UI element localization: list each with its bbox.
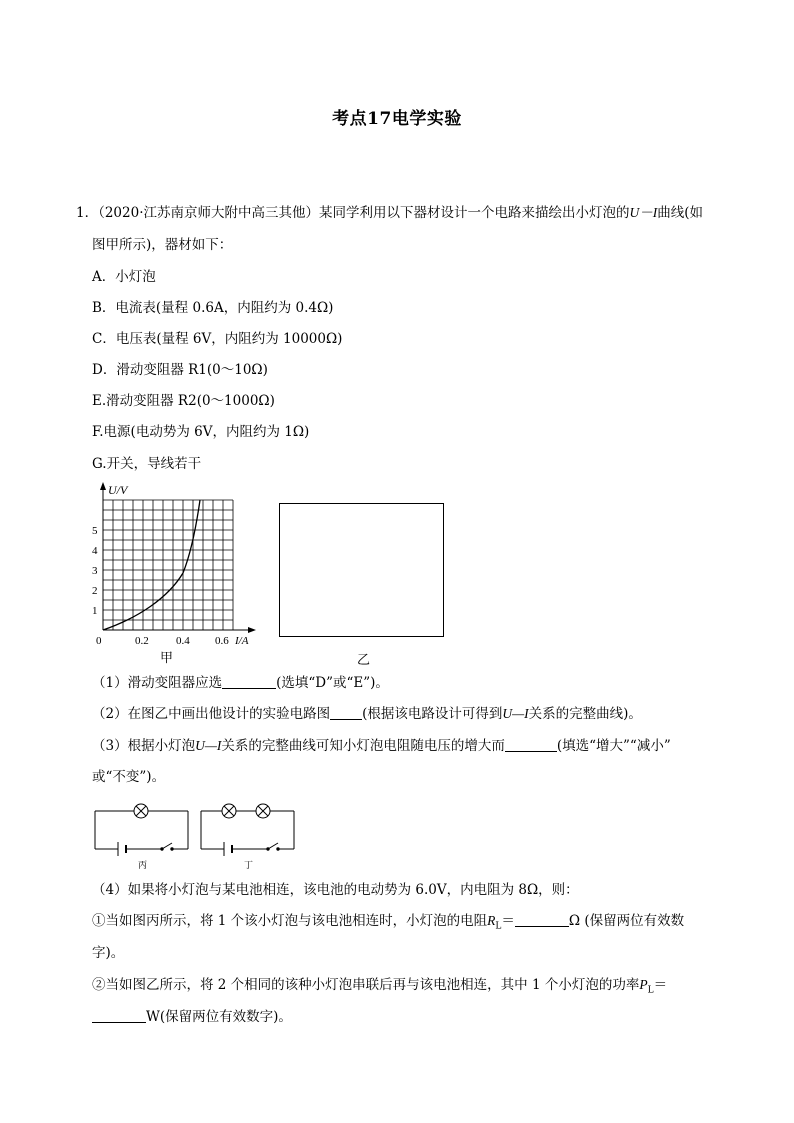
circuit-drawing-box [279, 503, 444, 637]
option-f: F.电源(电动势为 6V，内阻约为 1Ω) [92, 424, 310, 440]
sub3-ui-symbol: U—I [195, 738, 222, 753]
y-tick-label: 3 [92, 565, 98, 577]
sub3-text-mid: 关系的完整曲线可知小灯泡电阻随电压的增大而 [221, 738, 505, 754]
sub-question-4-2 [92, 975, 667, 1001]
sub-question-4-2-line2 [92, 1007, 292, 1027]
option-b: B．电流表(量程 0.6A，内阻约为 0.4Ω) [92, 300, 334, 316]
answer-blank-5[interactable] [92, 1008, 146, 1023]
question-source: （2020·江苏南京师大附中高三其他） [98, 205, 319, 221]
option-d: D．滑动变阻器 R1(0～10Ω) [92, 362, 268, 378]
sub4-2-text-end: W(保留两位有效数字)。 [146, 1009, 292, 1025]
question-stem-line2: 图甲所示)，器材如下： [92, 237, 233, 253]
ui-graph [88, 478, 268, 668]
x-tick-label: 0.4 [176, 635, 190, 647]
resistance-subscript: L [495, 921, 502, 932]
answer-blank-3[interactable] [505, 737, 557, 752]
equals-sign: ＝ [653, 977, 668, 993]
stem-ui-symbol: U－I [629, 205, 658, 220]
sub4-1-text-end: Ω (保留两位有效数 [568, 913, 685, 929]
answer-blank-4[interactable] [515, 912, 569, 927]
y-tick-label: 4 [92, 545, 98, 557]
option-g: G.开关，导线若干 [92, 456, 202, 472]
power-symbol: P [639, 977, 648, 992]
page-title: 考点17电学实验 [332, 109, 462, 129]
circuit-caption: 丙 [138, 861, 148, 871]
sub4-2-text: ②当如图乙所示，将 2 个相同的该种小灯泡串联后再与该电池相连，其中 1 个小灯泡的功率 [92, 977, 640, 993]
stem-text-end: 曲线(如 [657, 205, 704, 221]
x-tick-label: 0.2 [135, 635, 149, 647]
circuit-caption: 丁 [244, 861, 254, 871]
circuit-bing [92, 796, 192, 872]
stem-text: 某同学利用以下器材设计一个电路来描绘出小灯泡的 [319, 205, 630, 221]
sub-question-3-line2: 或“不变”)。 [92, 769, 166, 785]
sub2-text: （2）在图乙中画出他设计的实验电路图 [92, 706, 331, 722]
sub2-text-mid: (根据该电路设计可得到 [362, 706, 503, 722]
option-e: E.滑动变阻器 R2(0～1000Ω) [92, 393, 275, 409]
battery-icon [118, 842, 126, 856]
graph-grid [103, 500, 233, 630]
power-subscript: L [647, 985, 654, 996]
circuit-ding [198, 796, 298, 872]
y-tick-label: 1 [92, 605, 98, 617]
sub2-ui-symbol: U—I [502, 706, 529, 721]
sub4-1-text: ①当如图丙所示，将 1 个该小灯泡与该电池相连时，小灯泡的电阻 [92, 913, 488, 929]
question-number: 1． [76, 205, 99, 221]
lamp-icon [134, 804, 148, 818]
battery-icon [224, 842, 232, 856]
x-axis-label: I/A [235, 635, 249, 647]
switch-icon [161, 843, 173, 850]
graph-caption: 甲 [160, 651, 174, 666]
option-a: A．小灯泡 [92, 269, 156, 285]
sub3-text-end: (填选“增大”“减小” [556, 738, 671, 754]
answer-blank-2[interactable] [330, 705, 362, 720]
resistance-symbol: R [487, 913, 496, 928]
sub-question-1 [92, 673, 389, 693]
box-caption: 乙 [357, 653, 371, 668]
y-tick-label: 5 [92, 525, 98, 537]
sub3-text: （3）根据小灯泡 [92, 738, 196, 754]
equals-sign: ＝ [501, 913, 515, 929]
sub1-text-end: (选填“D”或“E”)。 [276, 675, 389, 691]
switch-icon [267, 843, 279, 850]
lamp-icon [222, 804, 236, 818]
graph-origin-label: 0 [96, 635, 102, 647]
sub2-text-end: 关系的完整曲线)。 [528, 706, 642, 722]
y-axis-label: U/V [108, 483, 128, 497]
sub-question-4-1-line2: 字)。 [92, 945, 125, 961]
sub-question-3 [92, 736, 671, 756]
sub-question-4-1 [92, 911, 684, 937]
x-axis-arrow-icon [248, 627, 256, 633]
sub1-text: （1）滑动变阻器应选 [92, 675, 223, 691]
sub-question-2 [92, 704, 642, 724]
ui-curve [103, 500, 200, 630]
x-tick-label: 0.6 [215, 635, 229, 647]
sub-question-4: （4）如果将小灯泡与某电池相连，该电池的电动势为 6.0V，内电阻为 8Ω，则： [92, 882, 579, 898]
option-c: C．电压表(量程 6V，内阻约为 10000Ω) [92, 331, 343, 347]
answer-blank-1[interactable] [222, 674, 276, 689]
y-axis-arrow-icon [100, 482, 106, 490]
lamp-icon [256, 804, 270, 818]
y-tick-label: 2 [92, 585, 98, 597]
question-stem-line1 [76, 203, 703, 223]
